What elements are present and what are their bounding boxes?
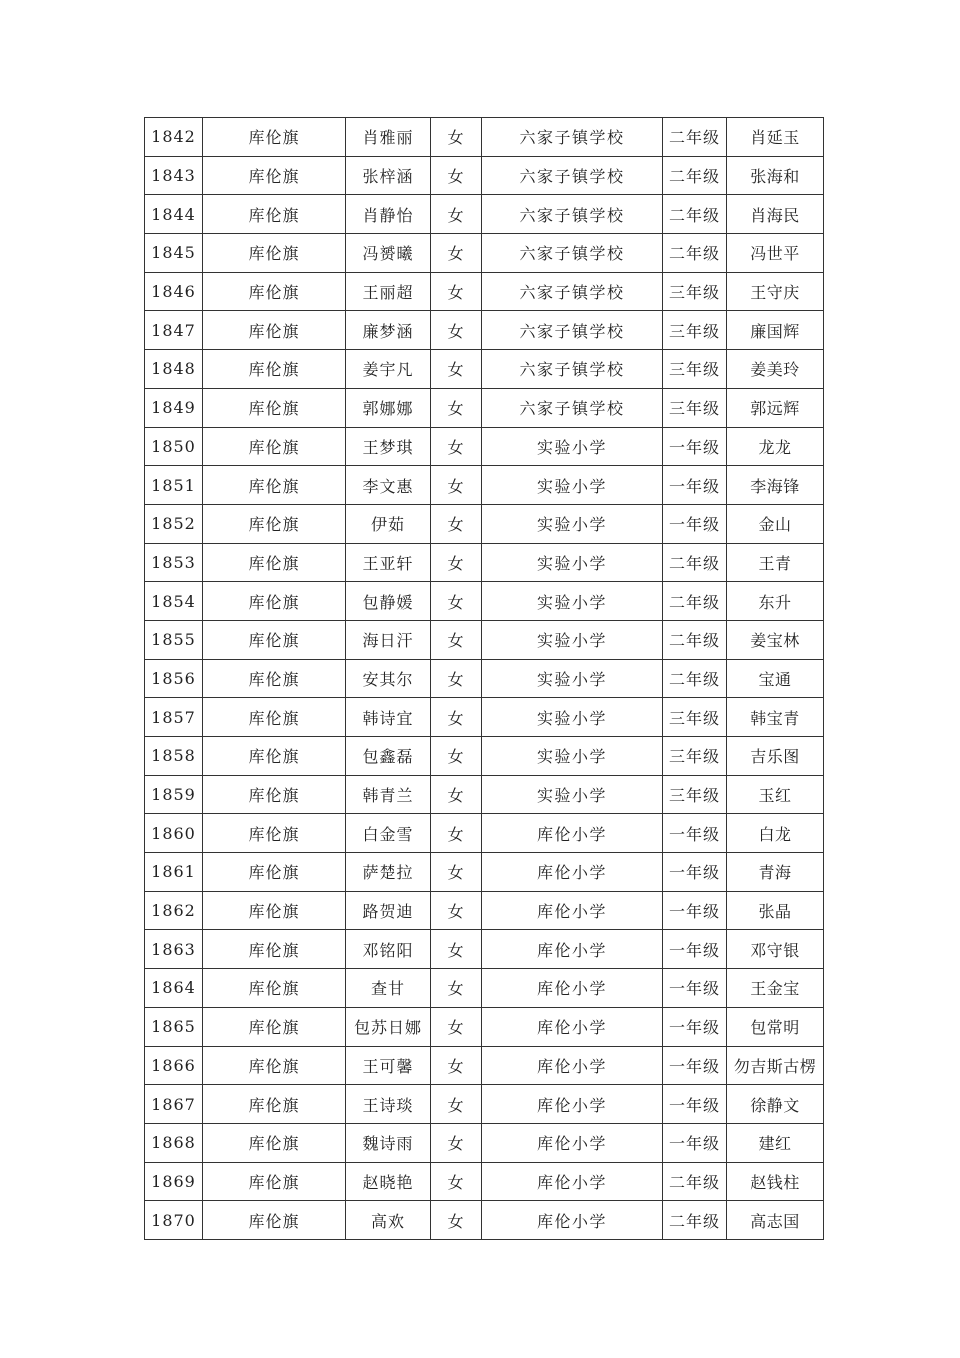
school-cell: 库伦小学 [482, 1123, 663, 1162]
county-cell: 库伦旗 [203, 388, 346, 427]
row-number-cell: 1846 [145, 272, 203, 311]
table-row [145, 930, 824, 969]
row-number-cell: 1843 [145, 156, 203, 195]
row-number-cell: 1849 [145, 388, 203, 427]
row-number-cell: 1862 [145, 891, 203, 930]
table-row [145, 814, 824, 853]
table-row [145, 272, 824, 311]
student-name-cell: 包苏日娜 [346, 1007, 431, 1046]
school-cell: 六家子镇学校 [482, 350, 663, 389]
gender-cell: 女 [431, 272, 482, 311]
grade-cell: 二年级 [663, 659, 727, 698]
student-name-cell: 王可馨 [346, 1046, 431, 1085]
grade-cell: 二年级 [663, 118, 727, 157]
row-number-cell: 1851 [145, 466, 203, 505]
row-number-cell: 1865 [145, 1007, 203, 1046]
student-name-cell: 安其尔 [346, 659, 431, 698]
county-cell: 库伦旗 [203, 891, 346, 930]
school-cell: 库伦小学 [482, 1007, 663, 1046]
student-name-cell: 肖雅丽 [346, 118, 431, 157]
school-cell: 实验小学 [482, 737, 663, 776]
row-number-cell: 1868 [145, 1123, 203, 1162]
parent-name-cell: 青海 [727, 853, 824, 892]
parent-name-cell: 金山 [727, 504, 824, 543]
school-cell: 实验小学 [482, 620, 663, 659]
county-cell: 库伦旗 [203, 698, 346, 737]
parent-name-cell: 东升 [727, 582, 824, 621]
parent-name-cell: 勿吉斯古楞 [727, 1046, 824, 1085]
table-row [145, 466, 824, 505]
gender-cell: 女 [431, 620, 482, 659]
row-number-cell: 1869 [145, 1162, 203, 1201]
county-cell: 库伦旗 [203, 234, 346, 273]
grade-cell: 二年级 [663, 156, 727, 195]
table-row [145, 853, 824, 892]
county-cell: 库伦旗 [203, 620, 346, 659]
county-cell: 库伦旗 [203, 582, 346, 621]
row-number-cell: 1867 [145, 1085, 203, 1124]
row-number-cell: 1847 [145, 311, 203, 350]
grade-cell: 二年级 [663, 195, 727, 234]
table-row [145, 1123, 824, 1162]
grade-cell: 三年级 [663, 737, 727, 776]
row-number-cell: 1863 [145, 930, 203, 969]
county-cell: 库伦旗 [203, 118, 346, 157]
row-number-cell: 1856 [145, 659, 203, 698]
county-cell: 库伦旗 [203, 504, 346, 543]
roster-body [145, 118, 824, 1240]
county-cell: 库伦旗 [203, 775, 346, 814]
table-row [145, 1046, 824, 1085]
gender-cell: 女 [431, 969, 482, 1008]
county-cell: 库伦旗 [203, 659, 346, 698]
school-cell: 六家子镇学校 [482, 311, 663, 350]
table-row [145, 659, 824, 698]
grade-cell: 二年级 [663, 1201, 727, 1240]
student-name-cell: 肖静怡 [346, 195, 431, 234]
student-name-cell: 姜宇凡 [346, 350, 431, 389]
student-name-cell: 路贺迪 [346, 891, 431, 930]
gender-cell: 女 [431, 775, 482, 814]
gender-cell: 女 [431, 930, 482, 969]
school-cell: 库伦小学 [482, 1085, 663, 1124]
school-cell: 库伦小学 [482, 891, 663, 930]
table-row [145, 737, 824, 776]
parent-name-cell: 建红 [727, 1123, 824, 1162]
row-number-cell: 1866 [145, 1046, 203, 1085]
grade-cell: 三年级 [663, 698, 727, 737]
gender-cell: 女 [431, 582, 482, 621]
table-row [145, 582, 824, 621]
student-name-cell: 高欢 [346, 1201, 431, 1240]
parent-name-cell: 赵钱柱 [727, 1162, 824, 1201]
table-row [145, 156, 824, 195]
parent-name-cell: 李海锋 [727, 466, 824, 505]
table-row [145, 195, 824, 234]
school-cell: 实验小学 [482, 582, 663, 621]
parent-name-cell: 包常明 [727, 1007, 824, 1046]
gender-cell: 女 [431, 1046, 482, 1085]
student-name-cell: 韩青兰 [346, 775, 431, 814]
parent-name-cell: 廉国辉 [727, 311, 824, 350]
parent-name-cell: 郭远辉 [727, 388, 824, 427]
county-cell: 库伦旗 [203, 1123, 346, 1162]
table-row [145, 234, 824, 273]
grade-cell: 一年级 [663, 969, 727, 1008]
gender-cell: 女 [431, 466, 482, 505]
county-cell: 库伦旗 [203, 737, 346, 776]
school-cell: 库伦小学 [482, 1162, 663, 1201]
school-cell: 实验小学 [482, 659, 663, 698]
student-name-cell: 王丽超 [346, 272, 431, 311]
student-name-cell: 王诗琰 [346, 1085, 431, 1124]
student-name-cell: 赵晓艳 [346, 1162, 431, 1201]
parent-name-cell: 宝通 [727, 659, 824, 698]
parent-name-cell: 王金宝 [727, 969, 824, 1008]
parent-name-cell: 姜美玲 [727, 350, 824, 389]
parent-name-cell: 徐静文 [727, 1085, 824, 1124]
grade-cell: 二年级 [663, 543, 727, 582]
student-name-cell: 白金雪 [346, 814, 431, 853]
row-number-cell: 1842 [145, 118, 203, 157]
roster-table [144, 117, 824, 1240]
gender-cell: 女 [431, 1007, 482, 1046]
row-number-cell: 1850 [145, 427, 203, 466]
grade-cell: 一年级 [663, 853, 727, 892]
gender-cell: 女 [431, 814, 482, 853]
table-row [145, 969, 824, 1008]
student-name-cell: 海日汗 [346, 620, 431, 659]
county-cell: 库伦旗 [203, 311, 346, 350]
school-cell: 库伦小学 [482, 1201, 663, 1240]
student-name-cell: 张梓涵 [346, 156, 431, 195]
gender-cell: 女 [431, 350, 482, 389]
grade-cell: 三年级 [663, 272, 727, 311]
school-cell: 六家子镇学校 [482, 118, 663, 157]
table-row [145, 1201, 824, 1240]
gender-cell: 女 [431, 1162, 482, 1201]
county-cell: 库伦旗 [203, 853, 346, 892]
gender-cell: 女 [431, 853, 482, 892]
county-cell: 库伦旗 [203, 1201, 346, 1240]
student-name-cell: 王梦琪 [346, 427, 431, 466]
school-cell: 库伦小学 [482, 1046, 663, 1085]
county-cell: 库伦旗 [203, 272, 346, 311]
gender-cell: 女 [431, 234, 482, 273]
grade-cell: 二年级 [663, 1162, 727, 1201]
school-cell: 六家子镇学校 [482, 156, 663, 195]
student-name-cell: 查甘 [346, 969, 431, 1008]
student-name-cell: 包鑫磊 [346, 737, 431, 776]
grade-cell: 三年级 [663, 311, 727, 350]
gender-cell: 女 [431, 311, 482, 350]
gender-cell: 女 [431, 118, 482, 157]
table-row [145, 311, 824, 350]
school-cell: 实验小学 [482, 698, 663, 737]
table-row [145, 1007, 824, 1046]
county-cell: 库伦旗 [203, 1085, 346, 1124]
parent-name-cell: 张海和 [727, 156, 824, 195]
table-row [145, 350, 824, 389]
grade-cell: 一年级 [663, 891, 727, 930]
county-cell: 库伦旗 [203, 1162, 346, 1201]
grade-cell: 二年级 [663, 620, 727, 659]
school-cell: 实验小学 [482, 543, 663, 582]
parent-name-cell: 张晶 [727, 891, 824, 930]
gender-cell: 女 [431, 1085, 482, 1124]
row-number-cell: 1864 [145, 969, 203, 1008]
grade-cell: 一年级 [663, 1085, 727, 1124]
student-name-cell: 邓铭阳 [346, 930, 431, 969]
row-number-cell: 1848 [145, 350, 203, 389]
row-number-cell: 1859 [145, 775, 203, 814]
grade-cell: 三年级 [663, 388, 727, 427]
county-cell: 库伦旗 [203, 1007, 346, 1046]
gender-cell: 女 [431, 543, 482, 582]
table-row [145, 620, 824, 659]
school-cell: 实验小学 [482, 427, 663, 466]
school-cell: 六家子镇学校 [482, 234, 663, 273]
grade-cell: 二年级 [663, 582, 727, 621]
county-cell: 库伦旗 [203, 427, 346, 466]
parent-name-cell: 韩宝青 [727, 698, 824, 737]
grade-cell: 一年级 [663, 427, 727, 466]
student-name-cell: 萨楚拉 [346, 853, 431, 892]
school-cell: 库伦小学 [482, 930, 663, 969]
parent-name-cell: 姜宝林 [727, 620, 824, 659]
row-number-cell: 1870 [145, 1201, 203, 1240]
grade-cell: 一年级 [663, 814, 727, 853]
table-row [145, 891, 824, 930]
table-row [145, 698, 824, 737]
grade-cell: 三年级 [663, 350, 727, 389]
county-cell: 库伦旗 [203, 814, 346, 853]
table-row [145, 1085, 824, 1124]
parent-name-cell: 邓守银 [727, 930, 824, 969]
gender-cell: 女 [431, 195, 482, 234]
school-cell: 六家子镇学校 [482, 388, 663, 427]
row-number-cell: 1858 [145, 737, 203, 776]
school-cell: 实验小学 [482, 504, 663, 543]
county-cell: 库伦旗 [203, 930, 346, 969]
gender-cell: 女 [431, 891, 482, 930]
row-number-cell: 1854 [145, 582, 203, 621]
school-cell: 库伦小学 [482, 853, 663, 892]
county-cell: 库伦旗 [203, 466, 346, 505]
grade-cell: 一年级 [663, 1007, 727, 1046]
parent-name-cell: 白龙 [727, 814, 824, 853]
gender-cell: 女 [431, 737, 482, 776]
table-row [145, 775, 824, 814]
gender-cell: 女 [431, 156, 482, 195]
grade-cell: 一年级 [663, 466, 727, 505]
row-number-cell: 1852 [145, 504, 203, 543]
school-cell: 六家子镇学校 [482, 195, 663, 234]
county-cell: 库伦旗 [203, 350, 346, 389]
student-name-cell: 伊茹 [346, 504, 431, 543]
student-name-cell: 郭娜娜 [346, 388, 431, 427]
parent-name-cell: 王守庆 [727, 272, 824, 311]
student-name-cell: 冯赟曦 [346, 234, 431, 273]
table-row [145, 118, 824, 157]
student-name-cell: 包静媛 [346, 582, 431, 621]
student-name-cell: 魏诗雨 [346, 1123, 431, 1162]
grade-cell: 一年级 [663, 930, 727, 969]
student-name-cell: 李文惠 [346, 466, 431, 505]
gender-cell: 女 [431, 659, 482, 698]
parent-name-cell: 玉红 [727, 775, 824, 814]
grade-cell: 三年级 [663, 775, 727, 814]
school-cell: 库伦小学 [482, 969, 663, 1008]
gender-cell: 女 [431, 1123, 482, 1162]
student-name-cell: 王亚轩 [346, 543, 431, 582]
grade-cell: 一年级 [663, 1046, 727, 1085]
row-number-cell: 1855 [145, 620, 203, 659]
gender-cell: 女 [431, 427, 482, 466]
parent-name-cell: 吉乐图 [727, 737, 824, 776]
county-cell: 库伦旗 [203, 1046, 346, 1085]
parent-name-cell: 冯世平 [727, 234, 824, 273]
parent-name-cell: 龙龙 [727, 427, 824, 466]
grade-cell: 二年级 [663, 234, 727, 273]
table-row [145, 427, 824, 466]
row-number-cell: 1844 [145, 195, 203, 234]
table-row [145, 388, 824, 427]
gender-cell: 女 [431, 388, 482, 427]
table-row [145, 504, 824, 543]
school-cell: 库伦小学 [482, 814, 663, 853]
student-name-cell: 廉梦涵 [346, 311, 431, 350]
row-number-cell: 1845 [145, 234, 203, 273]
row-number-cell: 1860 [145, 814, 203, 853]
table-row [145, 1162, 824, 1201]
county-cell: 库伦旗 [203, 195, 346, 234]
row-number-cell: 1853 [145, 543, 203, 582]
school-cell: 六家子镇学校 [482, 272, 663, 311]
county-cell: 库伦旗 [203, 543, 346, 582]
parent-name-cell: 肖延玉 [727, 118, 824, 157]
parent-name-cell: 王青 [727, 543, 824, 582]
gender-cell: 女 [431, 1201, 482, 1240]
row-number-cell: 1861 [145, 853, 203, 892]
gender-cell: 女 [431, 698, 482, 737]
grade-cell: 一年级 [663, 1123, 727, 1162]
gender-cell: 女 [431, 504, 482, 543]
parent-name-cell: 高志国 [727, 1201, 824, 1240]
student-name-cell: 韩诗宜 [346, 698, 431, 737]
county-cell: 库伦旗 [203, 156, 346, 195]
table-row [145, 543, 824, 582]
school-cell: 实验小学 [482, 775, 663, 814]
grade-cell: 一年级 [663, 504, 727, 543]
row-number-cell: 1857 [145, 698, 203, 737]
parent-name-cell: 肖海民 [727, 195, 824, 234]
school-cell: 实验小学 [482, 466, 663, 505]
county-cell: 库伦旗 [203, 969, 346, 1008]
